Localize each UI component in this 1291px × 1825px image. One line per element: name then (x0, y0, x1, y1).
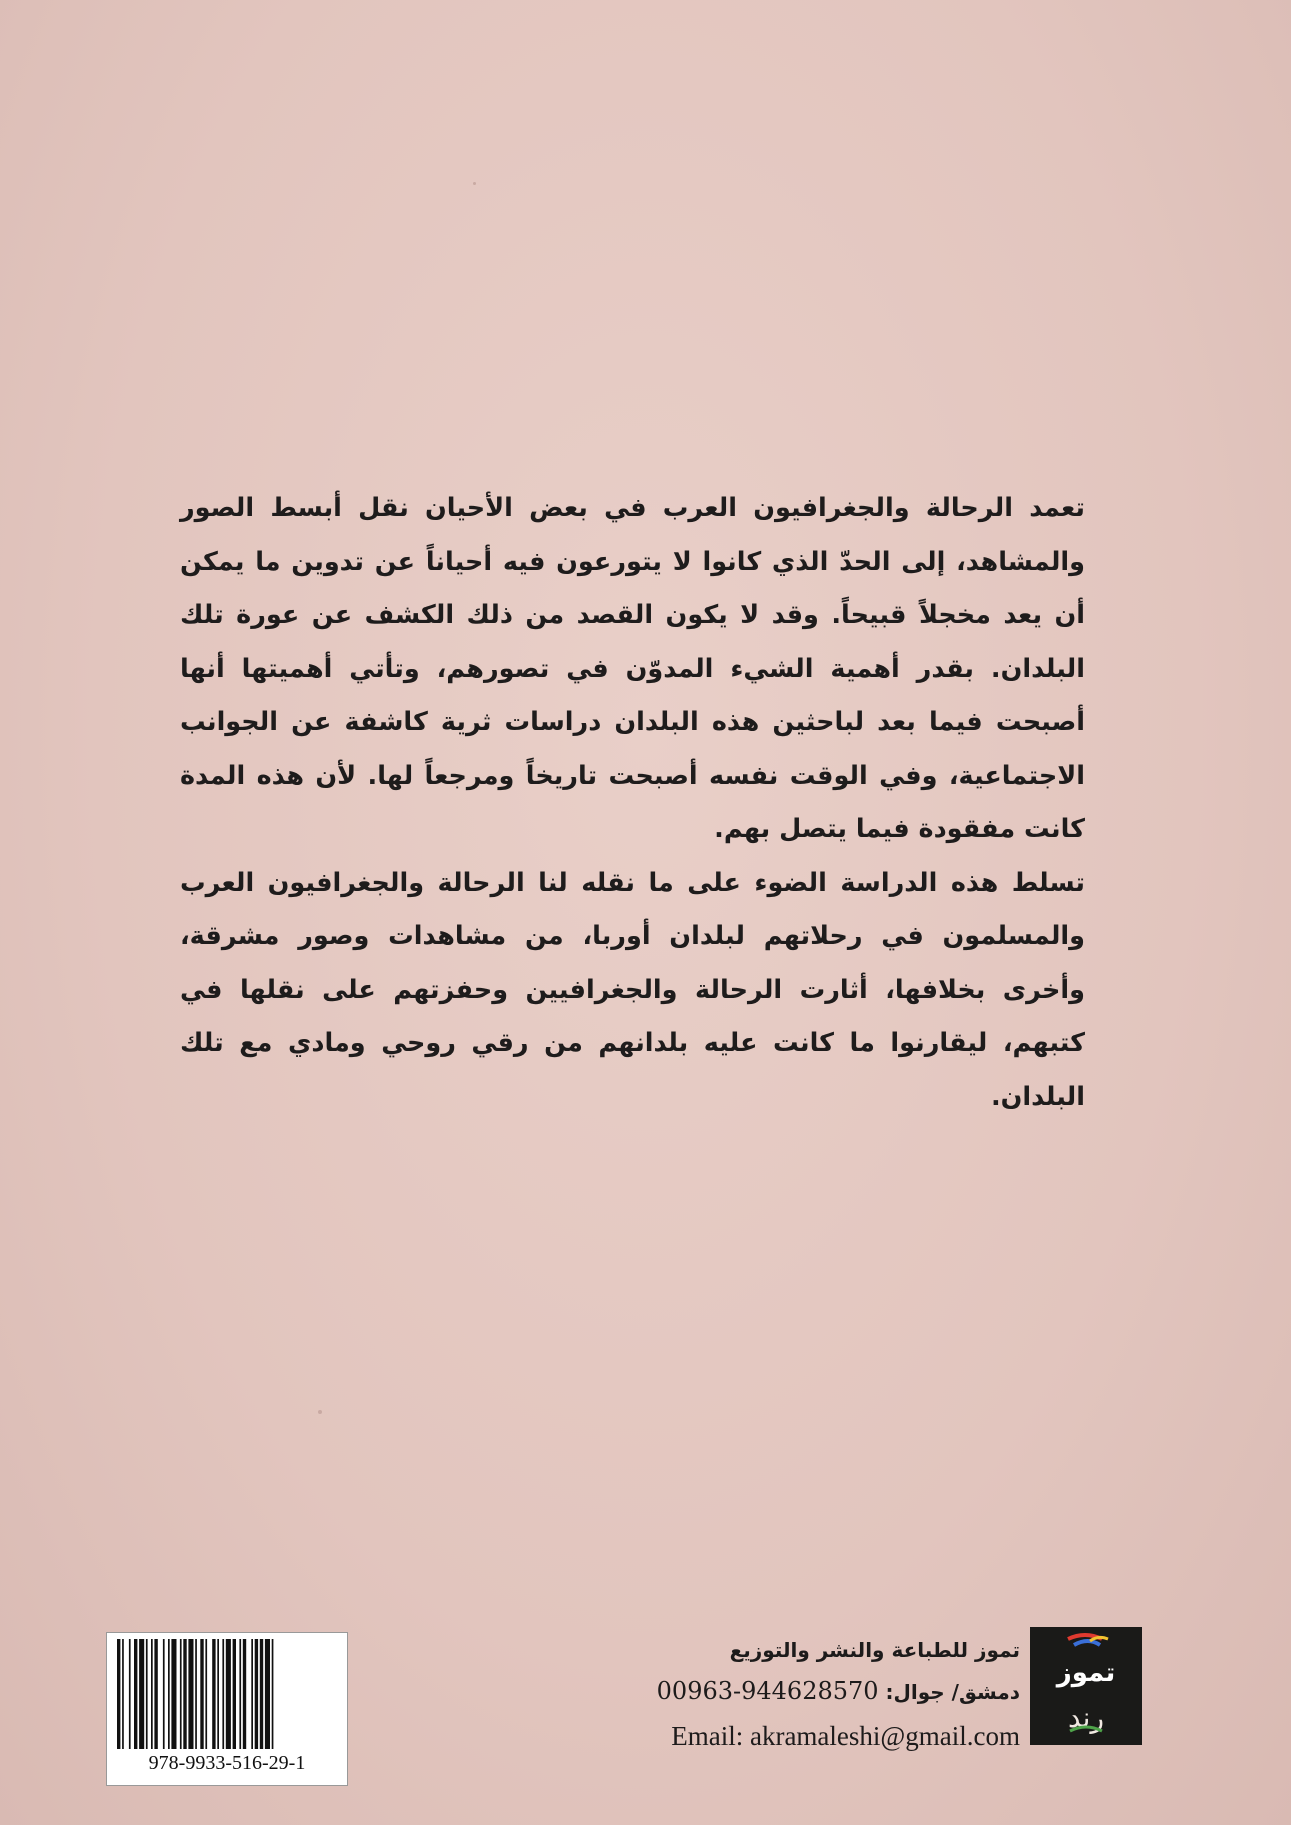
publisher-logo-icon (1030, 1627, 1142, 1745)
blurb-paragraph-2: تسلط هذه الدراسة الضوء على ما نقله لنا الرحالة والجغرافيون العرب والمسلمون في رحلاتهم لبلدان أوربا، من مشاهدات وصور مشرقة، وأخرى بخلافها، أثارت الرحالة والجغرافيين وحفزتهم على نقلها في كتبهم، ليقارنوا ما كانت عليه بلدانهم من رقي روحي ومادي مع تلك البلدان. (180, 867, 1085, 1112)
barcode-bar (272, 1639, 274, 1749)
barcode-bar (188, 1639, 193, 1749)
logo-bottom-text: رند (1067, 1701, 1105, 1734)
barcode-bar (212, 1639, 215, 1749)
barcode-bar (139, 1639, 144, 1749)
barcode-bar (217, 1639, 219, 1749)
barcode-bar (195, 1639, 197, 1749)
barcode-bar (146, 1639, 148, 1749)
barcode-bar (183, 1639, 186, 1749)
barcode-bar (260, 1639, 263, 1749)
barcode-bar (180, 1639, 182, 1749)
paper-speck (473, 182, 476, 185)
barcode-bar (154, 1639, 157, 1749)
barcode-bars (115, 1639, 339, 1751)
barcode-bar (205, 1639, 207, 1749)
publisher-info (590, 1636, 1020, 1806)
barcode-bar (151, 1639, 153, 1749)
barcode-bar (117, 1639, 120, 1749)
publisher-phone-line (657, 1676, 1020, 1708)
barcode-bar (255, 1639, 258, 1749)
paper-speck (318, 1410, 322, 1414)
barcode-bar (163, 1639, 165, 1749)
barcode-bar (129, 1639, 131, 1749)
barcode-bar (243, 1639, 246, 1749)
blurb-paragraph-1: تعمد الرحالة والجغرافيون العرب في بعض الأحيان نقل أبسط الصور والمشاهد، إلى الحدّ الذي كانوا لا يتورعون فيه أحياناً عن تدوين ما يمكن أن يعد مخجلاً قبيحاً. وقد لا يكون القصد من ذلك الكشف عن عورة تلك البلدان. بقدر أهمية الشيء المدوّن في تصورهم، وتأتي أهميتها أنها أصبحت فيما بعد لباحثين هذه البلدان دراسات ثرية كاشفة عن الجوانب الاجتماعية، وفي الوقت نفسه أصبحت تاريخاً ومرجعاً لها. لأن هذه المدة كانت مفقودة فيما يتصل بهم. (180, 493, 1085, 844)
barcode-bar (226, 1639, 231, 1749)
barcode-bar (168, 1639, 170, 1749)
barcode-bar (134, 1639, 137, 1749)
barcode-bar (222, 1639, 224, 1749)
barcode-bar (265, 1639, 270, 1749)
publisher-email: Email: akramaleshi@gmail.com (671, 1721, 1020, 1751)
phone-label: دمشق/ جوال: (885, 1680, 1020, 1704)
barcode-bar (233, 1639, 236, 1749)
isbn-number: 978-9933-516-29-1 (148, 1752, 306, 1774)
phone-number: 00963-944628570 (656, 1677, 879, 1705)
isbn-barcode (106, 1632, 348, 1786)
barcode-bar (122, 1639, 124, 1749)
logo-top-text: تموز (1056, 1658, 1116, 1688)
barcode-bar (200, 1639, 203, 1749)
blurb-text (180, 482, 1085, 1124)
barcode-bar (171, 1639, 176, 1749)
barcode-bar (251, 1639, 253, 1749)
barcode-bar (239, 1639, 241, 1749)
publisher-name: تموز للطباعة والنشر والتوزيع (729, 1638, 1020, 1662)
